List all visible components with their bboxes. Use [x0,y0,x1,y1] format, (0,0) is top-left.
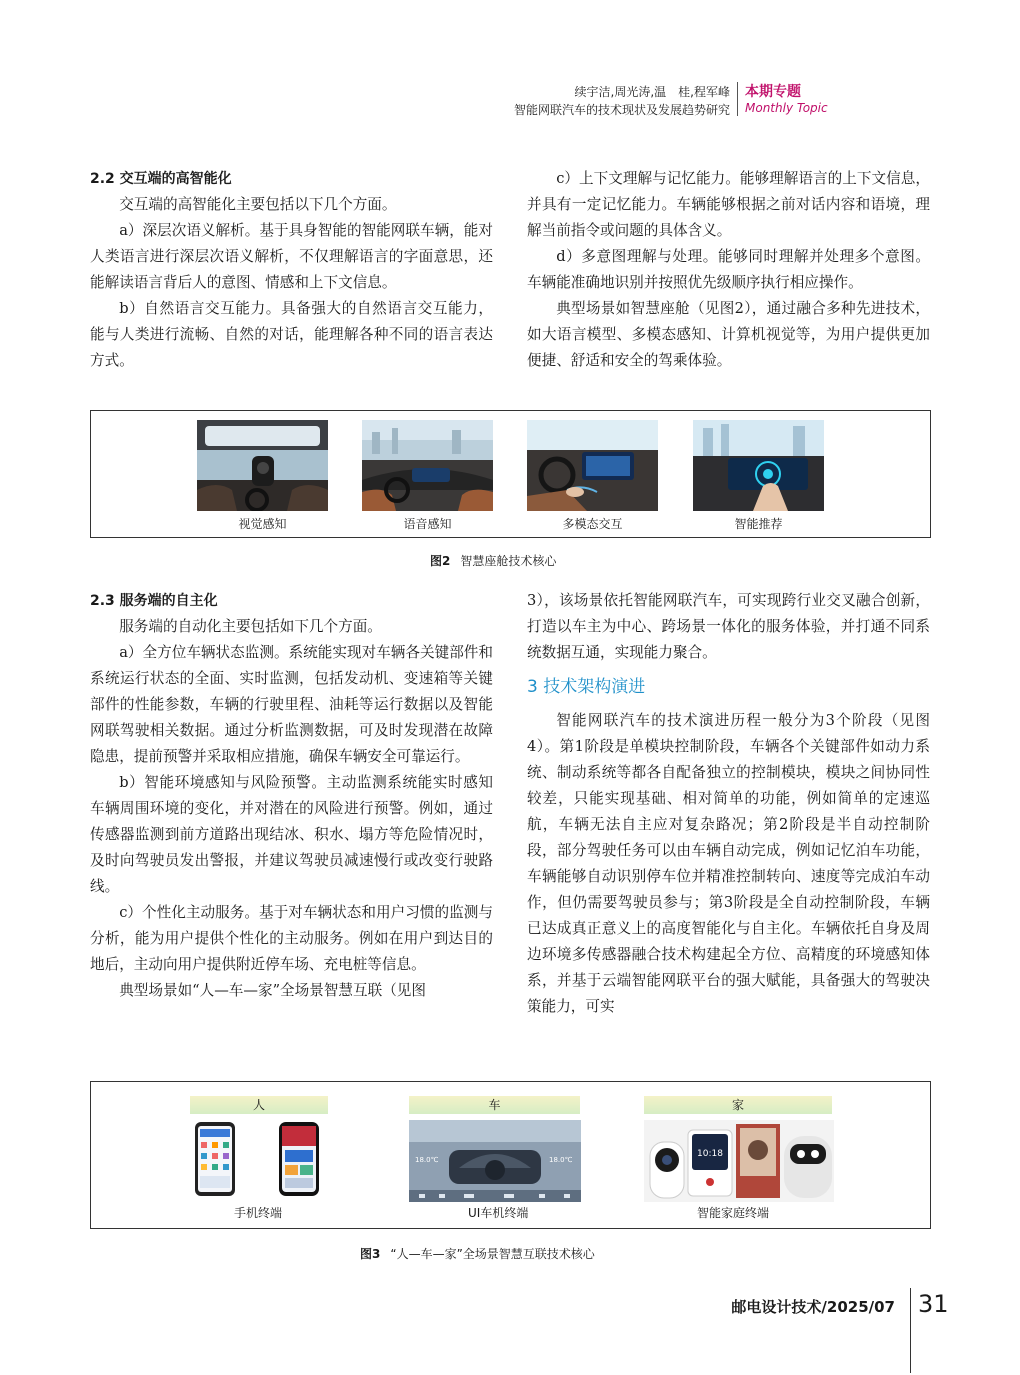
figure-3-caption [360,1245,595,1262]
figure-3-band-car: 车 [409,1096,580,1114]
paragraph: c）个性化主动服务。基于对车辆状态和用户习惯的监测与分析，能为用户提供个性化的主动服务。例如在用户到达目的地后，主动向用户提供附近停车场、充电桩等信息。 [90,904,493,973]
figure-3-band-person: 人 [190,1096,328,1114]
section-2-2-heading: 2.2 交互端的高智能化 [90,171,232,187]
car-temp-left: 18.0℃ [415,1156,439,1164]
paragraph: 3），该场景依托智能网联汽车，可实现跨行业交叉融合创新，打造以车主为中心、跨场景一体化的服务体验，并打通不同系统数据互通，实现能力聚合。 [527,592,930,661]
cabin-multimodal-photo [527,420,658,511]
figure-2-caption-text: 智慧座舱技术核心 [460,554,557,568]
figure-3-band-home: 家 [644,1096,832,1114]
figure-3-label-phone: 手机终端 [234,1206,283,1220]
footer-divider [910,1288,911,1373]
paragraph: 服务端的自动化主要包括如下几个方面。 [119,618,382,635]
cabin-recommend-photo [693,420,824,511]
camera-time: 10:18 [697,1149,723,1159]
paragraph: c）上下文理解与记忆能力。能够理解语言的上下文信息，并具有一定记忆能力。车辆能够根据之前对话内容和语境，理解当前指令或问题的具体含义。 [527,170,930,239]
section-3-heading: 3 技术架构演进 [527,677,646,697]
paragraph: a）全方位车辆状态监测。系统能实现对车辆各关键部件和系统运行状态的全面、实时监测，包括发动机、变速箱等关键部件的性能参数，车辆的行驶里程、油耗等运行数据以及智能网联驾驶相关数据。通过分析监测数据，可及时发现潜在故障隐患，提前预警并采取相应措施，确保车辆安全可靠运行。 [90,644,493,765]
header-article-title: 智能网联汽车的技术现状及发展趋势研究 [513,103,730,117]
paragraph: a）深层次语义解析。基于具身智能的智能网联车辆，能对人类语言进行深层次语义解析，不仅理解语言的字面意思，还能解读语言背后人的意图、情感和上下文信息。 [90,222,493,291]
car-ui-terminal-image [409,1120,581,1202]
page-number: 31 [918,1290,949,1318]
paragraph: 智能网联汽车的技术演进历程一般分为3个阶段（见图4）。第1阶段是单模块控制阶段，车辆各个关键部件如动力系统、制动系统等都各自配备独立的控制模块，模块之间协同性较差，只能实现基础、相对简单的功能，例如简单的定速巡航，车辆无法自主应对复杂路况；第2阶段是半自动控制阶段，部分驾驶任务可以由车辆自动完成，例如记忆泊车功能，车辆能够自动识别停车位并精准控制转向、速度等完成泊车动作，但仍需要驾驶员参与；第3阶段是全自动控制阶段，车辆已达成真正意义上的高度智能化与自主化。车辆依托自身及周边环境多传感器融合技术构建起全方位、高精度的环境感知体系，并基于云端智能网联平台的强大赋能，具备强大的驾驶决策能力，可实 [527,712,930,1015]
header-divider [737,82,738,116]
home-terminal-image [644,1120,834,1202]
figure-2-label-visual: 视觉感知 [238,517,287,531]
section-2-3-left [90,588,493,1004]
paragraph: 典型场景如“人—车—家”全场景智慧互联（见图 [119,982,426,999]
figure-2-label-voice: 语音感知 [403,517,452,531]
paragraph: d）多意图理解与处理。能够同时理解并处理多个意图。车辆能准确地识别并按照优先级顺序执行相应操作。 [527,248,930,291]
figure-2-label-recommend: 智能推荐 [734,517,783,531]
section-2-3-heading: 2.3 服务端的自主化 [90,593,218,609]
header-topic-zh: 本期专题 [745,84,801,100]
section-2-2-right [527,166,930,374]
paragraph: 交互端的高智能化主要包括以下几个方面。 [119,196,397,213]
header-topic-en: Monthly Topic [745,101,828,115]
paragraph: b）智能环境感知与风险预警。主动监测系统能实时感知车辆周围环境的变化，并对潜在的风险进行预警。例如，通过传感器监测到前方道路出现结冰、积水、塌方等危险情况时，及时向驾驶员发出警报，并建议驾驶员减速慢行或改变行驶路线。 [90,774,493,895]
figure-3-number: 图3 [360,1247,381,1261]
figure-2-caption [430,552,556,569]
paragraph: 典型场景如智慧座舱（见图2），通过融合多种先进技术，如大语言模型、多模态感知、计算机视觉等，为用户提供更加便捷、舒适和安全的驾乘体验。 [527,300,930,369]
car-temp-right: 18.0℃ [549,1156,573,1164]
cabin-voice-photo [362,420,493,511]
figure-2-number: 图2 [430,554,451,568]
footer-magazine: 邮电设计技术/2025/07 [731,1298,895,1316]
phone-terminal-image [191,1120,331,1200]
figure-3-label-car: UI车机终端 [468,1206,529,1220]
figure-2-box [90,410,931,538]
figure-3-caption-text: “人—车—家”全场景智慧互联技术核心 [390,1247,595,1261]
header-authors: 续宇洁,周光涛,温 桂,程军峰 [574,85,730,99]
figure-2-label-multimodal: 多模态交互 [562,517,623,531]
figure-3-label-home: 智能家庭终端 [697,1206,770,1220]
section-2-2-left [90,166,493,374]
figure-3-box [90,1081,931,1229]
cabin-visual-photo [197,420,328,511]
section-3-right [527,588,930,1020]
paragraph: b）自然语言交互能力。具备强大的自然语言交互能力，能与人类进行流畅、自然的对话，能理解各种不同的语言表达方式。 [90,300,493,369]
